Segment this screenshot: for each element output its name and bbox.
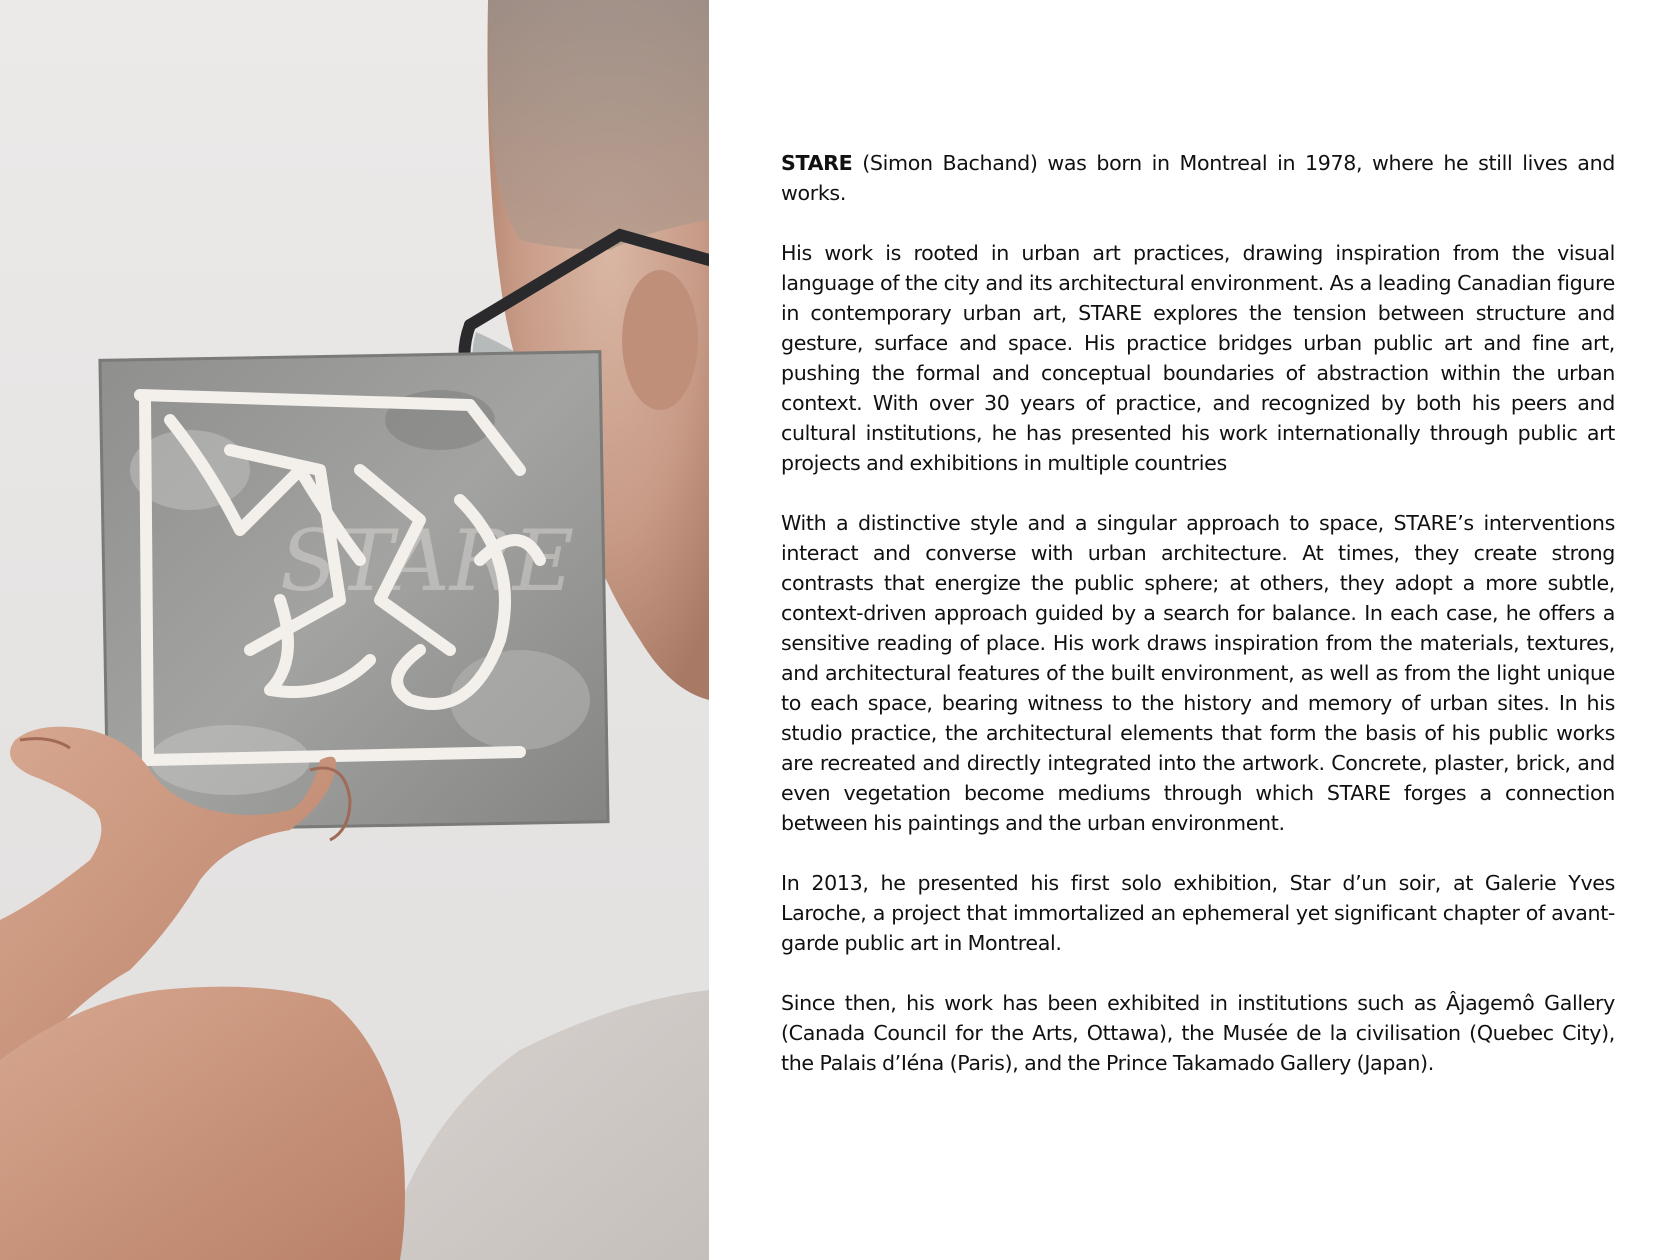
artist-photo xyxy=(0,0,709,1260)
artist-name: STARE xyxy=(781,151,853,175)
artist-photo-illustration xyxy=(0,0,709,1260)
bio-paragraph-institutions: Since then, his work has been exhibited in institutions such as Âjagemô Gallery (Canada Council for the Arts, Ottawa), the Musée de la civilisation (Quebec City), the Palais d’Iéna (Paris), and the Prince Takamado Gallery (Japan). xyxy=(781,991,1615,1075)
artwork-tag-text: STARE xyxy=(280,512,575,610)
bio-intro-text: (Simon Bachand) was born in Montreal in 1978, where he still lives and works. xyxy=(781,151,1615,205)
artwork-tile xyxy=(100,352,608,831)
bio-paragraph-style: With a distinctive style and a singular approach to space, STARE’s interventions interact and converse with urban architecture. At times, they create strong contrasts that energize the public sphere; at others, they adopt a more subtle, context-driven approach guided by a search for balance. In each case, he offers a sensitive reading of place. His work draws inspiration from the materials, textures, and architectural features of the built environment, as well as from the light unique to each space, bearing witness to the history and memory of urban sites. In his studio practice, the architectural elements that form the basis of his public works are recreated and directly integrated into the artwork. Concrete, plaster, brick, and even vegetation become mediums through which STARE forges a connection between his paintings and the urban environment. xyxy=(781,511,1615,835)
bio-paragraph-solo-exhibition: In 2013, he presented his first solo exhibition, Star d’un soir, at Galerie Yves Laroche, a project that immortalized an ephemeral yet significant chapter of avant-garde public art in Montreal. xyxy=(781,871,1615,955)
bio-paragraph-practice: His work is rooted in urban art practices, drawing inspiration from the visual language of the city and its architectural environment. As a leading Canadian figure in contemporary urban art, STARE explores the tension between structure and gesture, surface and space. His practice bridges urban public art and fine art, pushing the formal and conceptual boundaries of abstraction within the urban context. With over 30 years of practice, and recognized by both his peers and cultural institutions, he has presented his work internationally through public art projects and exhibitions in multiple countries xyxy=(781,241,1615,475)
text-panel xyxy=(709,0,1680,1260)
artist-bio xyxy=(781,148,1615,1108)
bio-intro xyxy=(781,148,1615,208)
shirt-shape xyxy=(380,990,709,1260)
